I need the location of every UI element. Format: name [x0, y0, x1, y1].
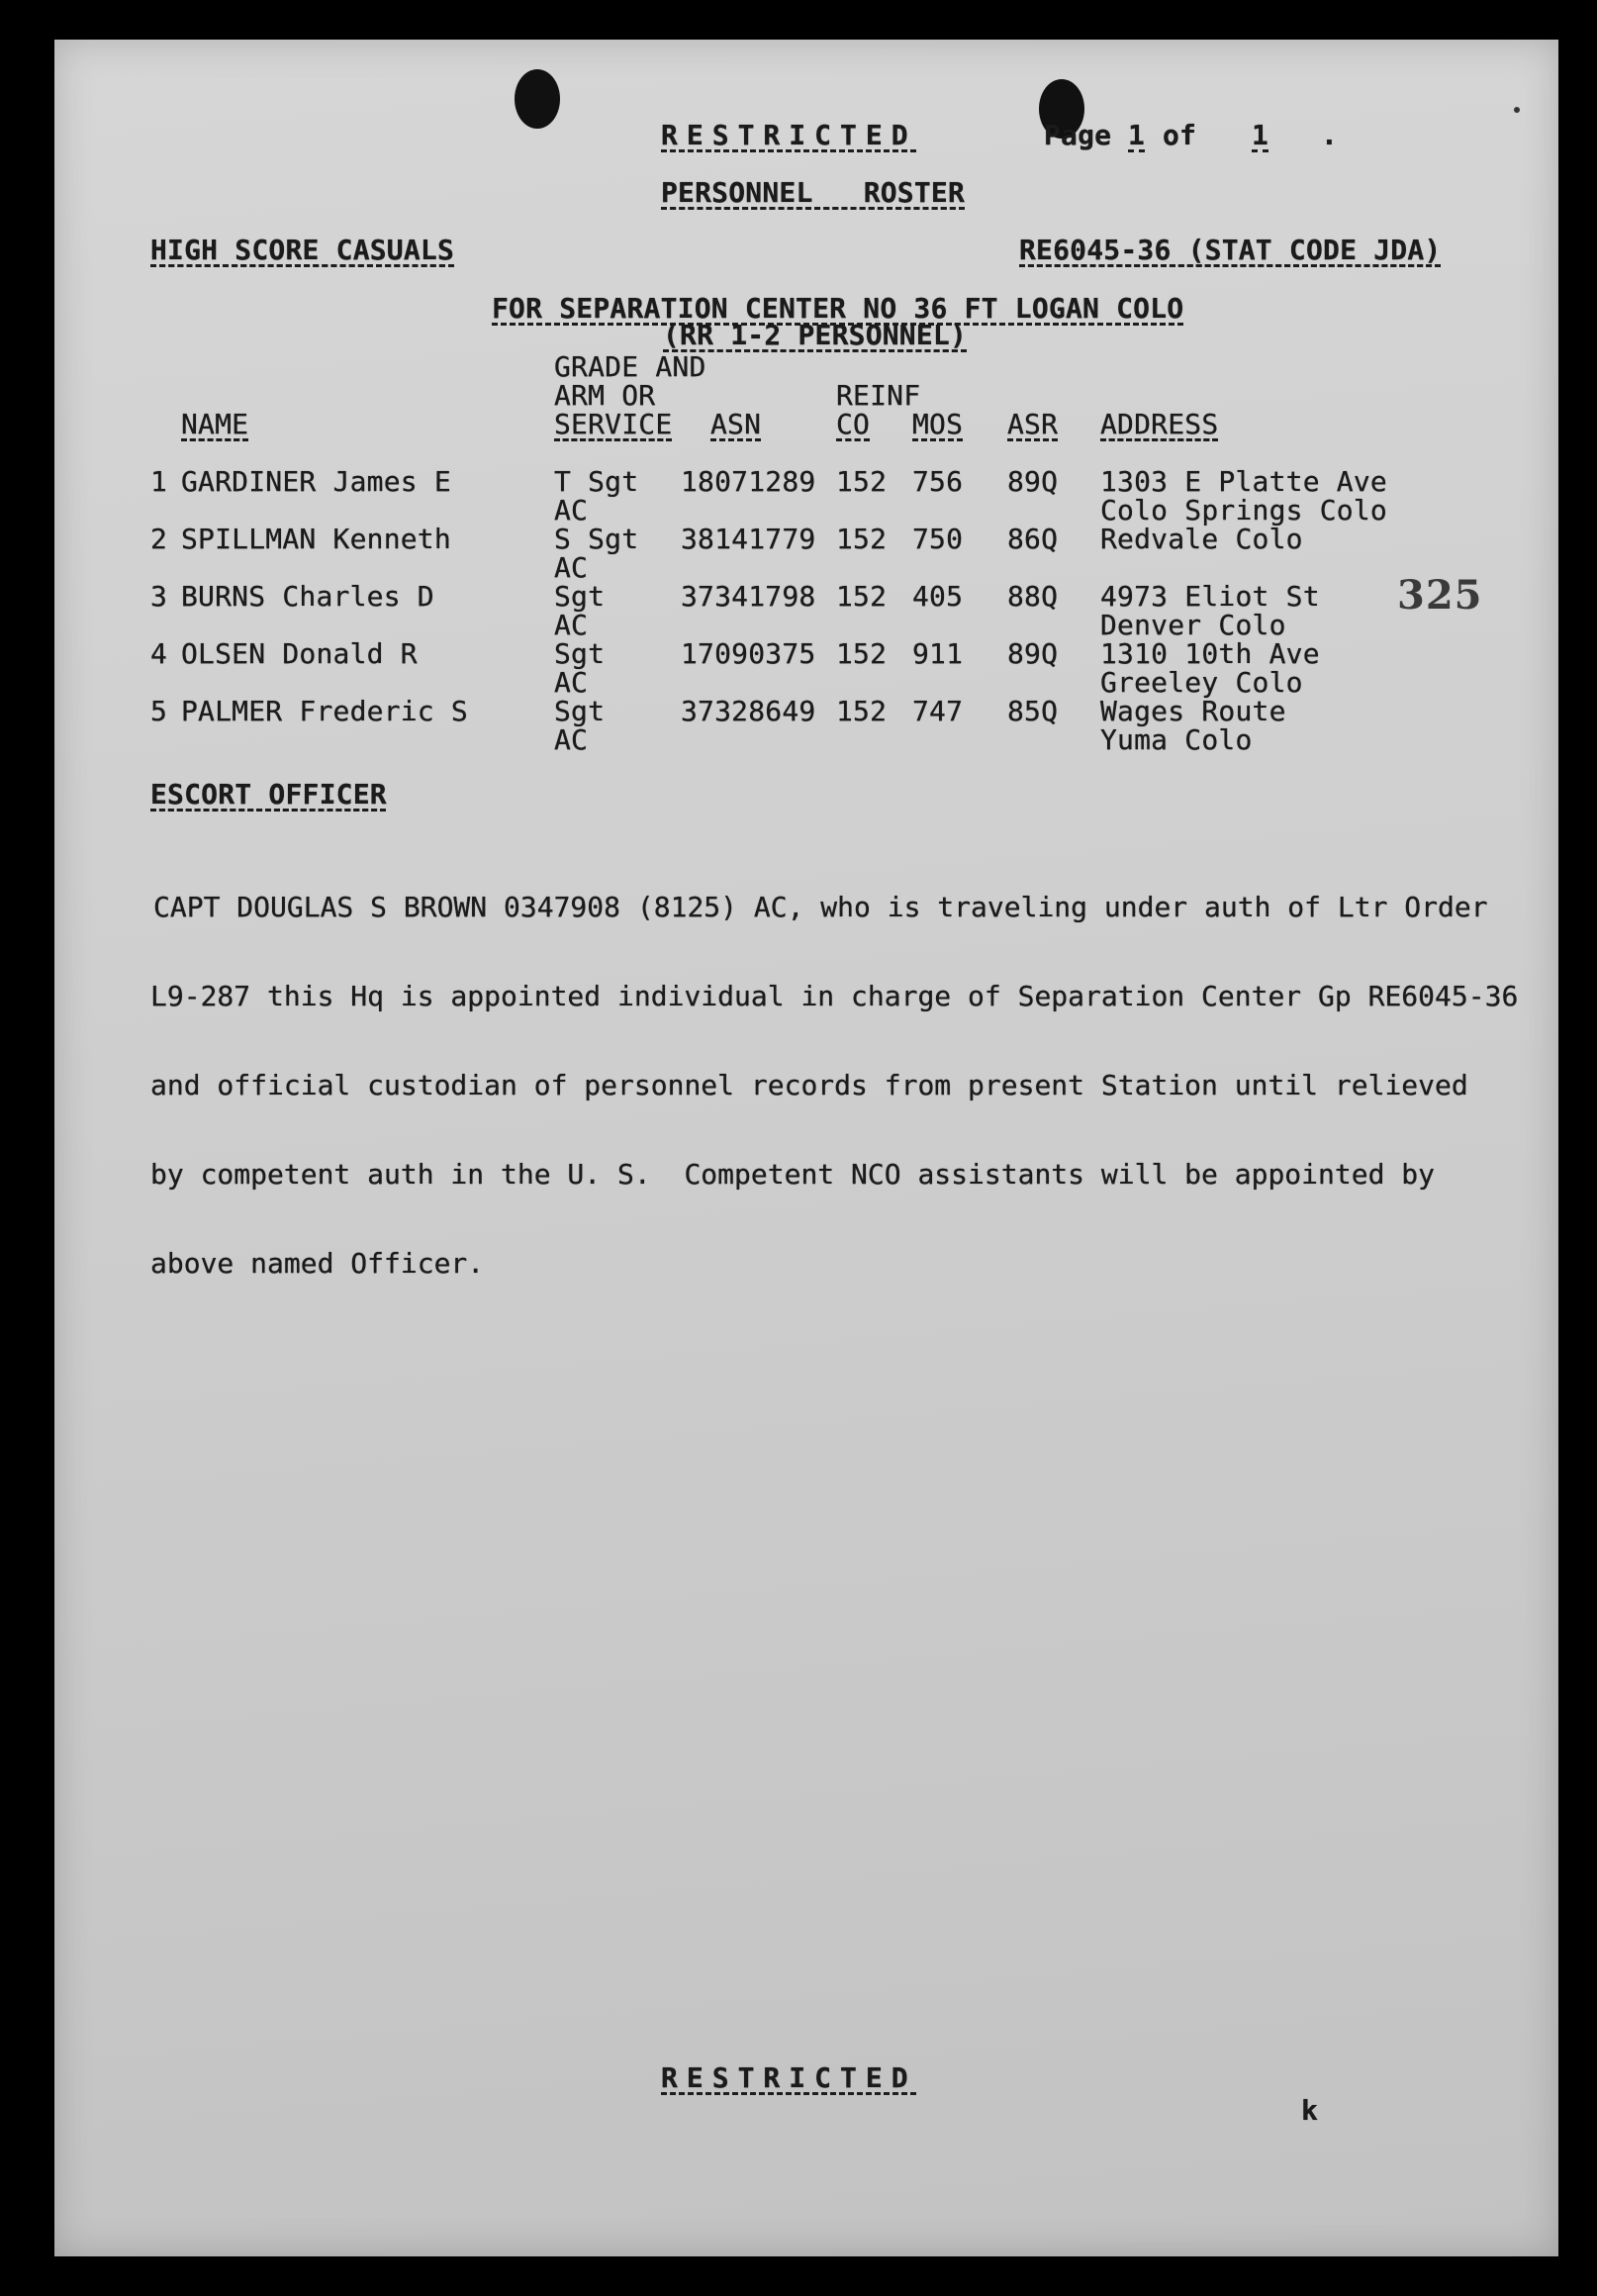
row-address-line1: Redvale Colo [1100, 523, 1303, 555]
row-grade: S Sgt [554, 523, 639, 555]
ink-speck [1514, 107, 1520, 113]
row-number: 2 [150, 523, 168, 555]
col-header-mos: MOS [912, 408, 964, 440]
punch-hole-left [515, 69, 560, 129]
typist-initial: k [1301, 2094, 1319, 2127]
document-title: PERSONNEL ROSTER [661, 176, 966, 209]
row-mos: 405 [912, 580, 964, 613]
row-asr: 86Q [1007, 523, 1059, 555]
row-asr: 89Q [1007, 637, 1059, 670]
page-period: . [1321, 119, 1339, 151]
row-number: 5 [150, 695, 168, 727]
page-number: 1 [1128, 119, 1146, 151]
col-header-name: NAME [181, 408, 249, 440]
row-arm: AC [554, 494, 589, 526]
col-header-address: ADDRESS [1100, 408, 1219, 440]
escort-officer-heading: ESCORT OFFICER [150, 778, 387, 811]
row-co: 152 [836, 695, 888, 727]
roster-code: RE6045-36 (STAT CODE JDA) [1019, 234, 1442, 266]
row-co: 152 [836, 465, 888, 498]
row-co: 152 [836, 637, 888, 670]
page-total: 1 [1252, 119, 1269, 151]
row-grade: Sgt [554, 637, 606, 670]
col-header-co: CO [836, 408, 871, 440]
row-asr: 88Q [1007, 580, 1059, 613]
row-co: 152 [836, 523, 888, 555]
row-number: 1 [150, 465, 168, 498]
stamped-number: 325 [1397, 572, 1483, 619]
col-header-reinf: REINF [836, 379, 921, 412]
restricted-header: RESTRICTED [661, 119, 917, 151]
row-number: 4 [150, 637, 168, 670]
row-name: SPILLMAN Kenneth [181, 523, 451, 555]
row-address-line1: 1303 E Platte Ave [1100, 465, 1387, 498]
row-address-line1: Wages Route [1100, 695, 1286, 727]
row-asr: 85Q [1007, 695, 1059, 727]
row-name: BURNS Charles D [181, 580, 434, 613]
row-grade: T Sgt [554, 465, 639, 498]
row-grade: Sgt [554, 695, 606, 727]
personnel-category: (RR 1-2 PERSONNEL) [663, 319, 968, 351]
escort-line: L9-287 this Hq is appointed individual in charge of Separation Center Gp RE6045-36 [150, 980, 1519, 1012]
col-header-grade-line3: SERVICE [554, 408, 673, 440]
row-address-line2: Colo Springs Colo [1100, 494, 1387, 526]
row-arm: AC [554, 551, 589, 584]
escort-line: CAPT DOUGLAS S BROWN 0347908 (8125) AC, who is traveling under auth of Ltr Order [153, 891, 1488, 923]
escort-line: above named Officer. [150, 1247, 485, 1280]
row-address-line1: 1310 10th Ave [1100, 637, 1320, 670]
row-asn: 37328649 [681, 695, 816, 727]
roster-category: HIGH SCORE CASUALS [150, 234, 455, 266]
row-address-line2: Denver Colo [1100, 609, 1286, 641]
escort-line: by competent auth in the U. S. Competent NCO assistants will be appointed by [150, 1158, 1436, 1191]
escort-paragraph [150, 833, 1519, 1308]
row-arm: AC [554, 609, 589, 641]
separation-center-heading: FOR SEPARATION CENTER NO 36 FT LOGAN COLO [492, 292, 1184, 325]
row-number: 3 [150, 580, 168, 613]
col-header-asn: ASN [710, 408, 762, 440]
row-asn: 18071289 [681, 465, 816, 498]
row-asn: 37341798 [681, 580, 816, 613]
row-name: OLSEN Donald R [181, 637, 418, 670]
row-name: PALMER Frederic S [181, 695, 468, 727]
row-name: GARDINER James E [181, 465, 451, 498]
row-mos: 750 [912, 523, 964, 555]
row-mos: 911 [912, 637, 964, 670]
row-address-line2: Yuma Colo [1100, 723, 1253, 756]
row-mos: 747 [912, 695, 964, 727]
escort-line: and official custodian of personnel records from present Station until relieved [150, 1069, 1468, 1101]
row-mos: 756 [912, 465, 964, 498]
row-arm: AC [554, 723, 589, 756]
restricted-footer: RESTRICTED [661, 2061, 917, 2094]
row-grade: Sgt [554, 580, 606, 613]
row-address-line1: 4973 Eliot St [1100, 580, 1320, 613]
page-of-label: of [1163, 119, 1197, 151]
row-co: 152 [836, 580, 888, 613]
col-header-grade-line2: ARM OR [554, 379, 656, 412]
row-asn: 17090375 [681, 637, 816, 670]
row-address-line2: Greeley Colo [1100, 666, 1303, 699]
row-asr: 89Q [1007, 465, 1059, 498]
col-header-grade-line1: GRADE AND [554, 350, 706, 383]
row-asn: 38141779 [681, 523, 816, 555]
page-label: Page [1044, 119, 1112, 151]
row-arm: AC [554, 666, 589, 699]
col-header-asr: ASR [1007, 408, 1059, 440]
